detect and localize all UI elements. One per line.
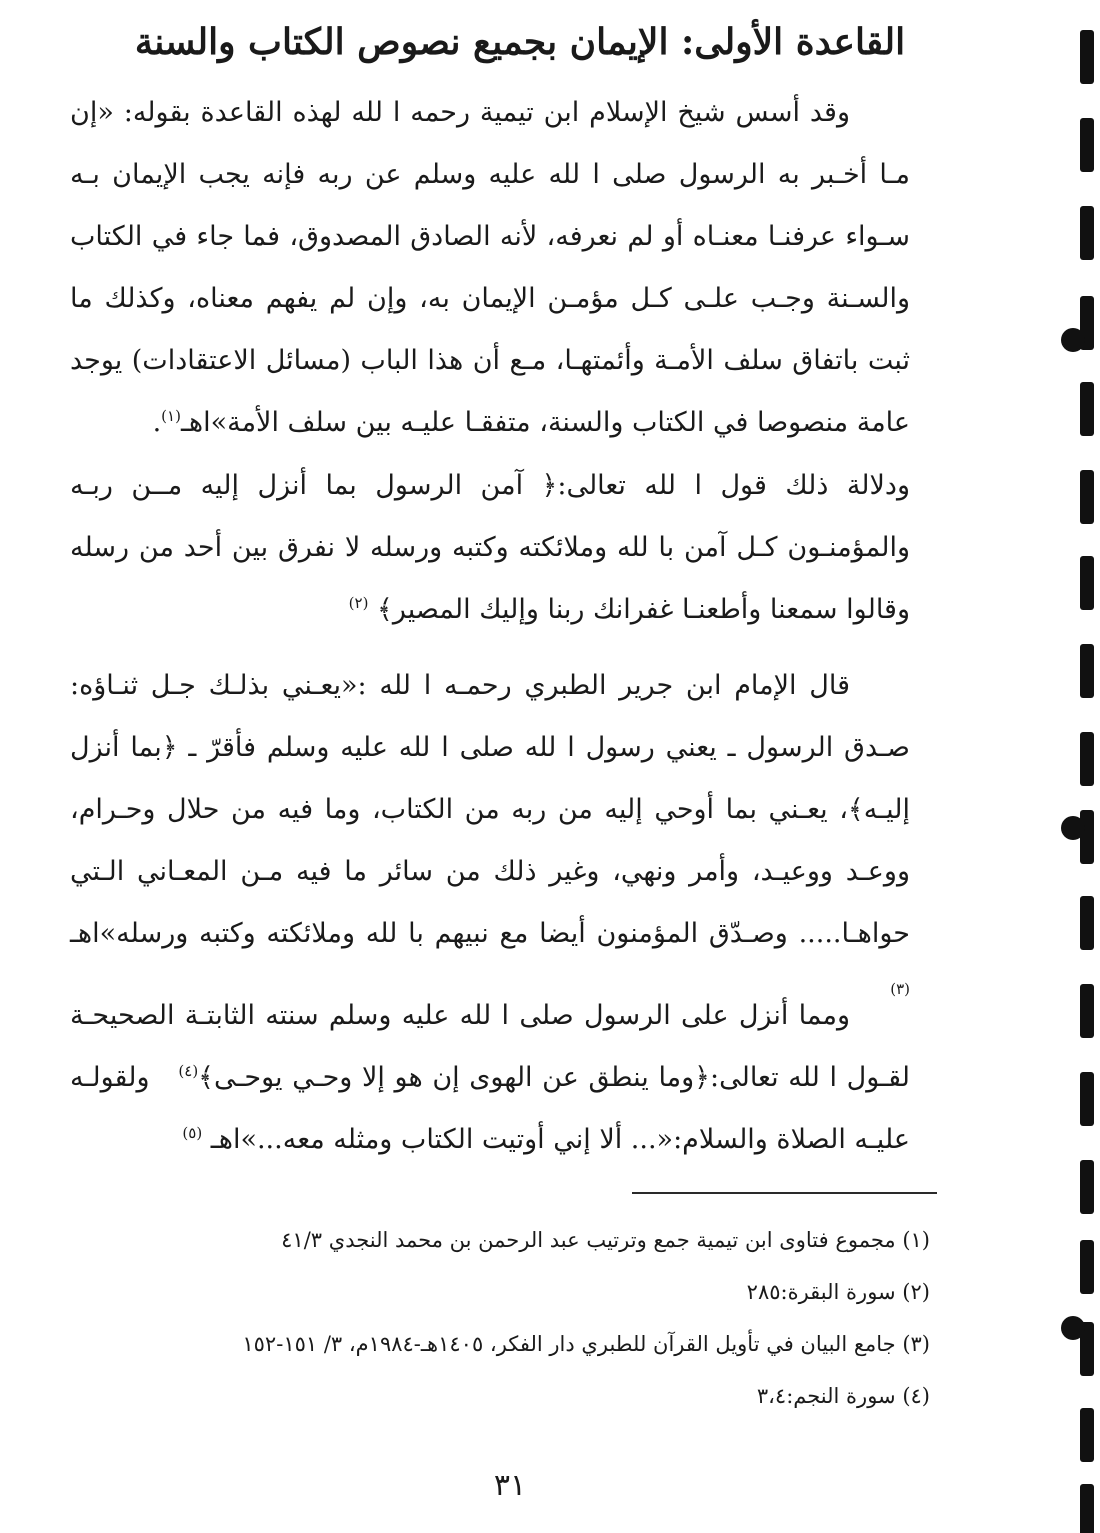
footnote-item: (٤) سورة النجم:٣،٤ xyxy=(756,1384,930,1408)
binding-hole xyxy=(1080,30,1094,84)
footnote-item: (٣) جامع البيان في تأويل القرآن للطبري دار الفكر، ١٤٠٥هـ-١٩٨٤م، ٣/ ١٥١-١٥٢ xyxy=(242,1332,930,1356)
spiral-binding-edge xyxy=(1058,0,1100,1533)
binding-hole xyxy=(1080,1408,1094,1462)
page-number: ٣١ xyxy=(493,1468,527,1503)
paragraph-text: قال الإمام ابن جرير الطبري رحمـه ا لله :«يعـني بذلـك جـل ثنـاؤه: صـدق الرسول ـ يعني رسول ا لله صلى ا لله عليه وسلم فأقرّ ـ ﴿بما أنزل إليـه﴾، يعـني بما أوحي إليه من ربه من الكتاب، وما فيه من حلال وحـرام، ووعـد ووعيـد، وأمر ونهي، وغير ذلك من سائر ما فيه مـن المعـاني الـتي حواهـا..... وصـدّق المؤمنون أيضا مع نبيهم با لله وملائكته وكتبه ورسله»اهـ xyxy=(70,670,910,949)
binding-hole xyxy=(1080,206,1094,260)
binding-hole xyxy=(1080,556,1094,610)
binding-hole xyxy=(1080,1160,1094,1214)
binding-hole xyxy=(1080,382,1094,436)
binding-hole xyxy=(1080,470,1094,524)
binding-hole xyxy=(1080,644,1094,698)
binding-hole xyxy=(1080,810,1094,864)
binding-hole xyxy=(1080,1072,1094,1126)
binding-punch-dot xyxy=(1061,328,1085,352)
binding-hole xyxy=(1080,118,1094,172)
page-title: القاعدة الأولى: الإيمان بجميع نصوص الكتاب والسنة xyxy=(134,21,906,63)
paragraph-sunnah xyxy=(70,985,910,1171)
footnote-ref-3: (٣) xyxy=(890,980,910,998)
binding-hole xyxy=(1080,984,1094,1038)
footnote-ref-4: (٤) xyxy=(178,1062,199,1080)
footnote-ref-1: (١) xyxy=(161,407,181,425)
binding-hole xyxy=(1080,1240,1094,1294)
binding-hole xyxy=(1080,896,1094,950)
footnote-ref-5: (٥) xyxy=(182,1124,203,1142)
paragraph-text: وقد أسس شيخ الإسلام ابن تيمية رحمه ا لله لهذه القاعدة بقوله: «إن مـا أخـبر به الرسول صلى ا لله عليه وسلم عن ربه فإنه يجب الإيمان بـه سـواء عرفنـا معنـاه أو لم نعرفه، لأنه الصادق المصدوق، فما جاء في الكتاب والسـنة وجـب علـى كـل مؤمـن الإيمان به، وإن لم يفهم معناه، وكذلك ما ثبت باتفاق سلف الأمـة وأئمتهـا، مـع أن هذا الباب (مسائل الاعتقادات) يوجد عامة منصوصا في الكتاب والسنة، متفقـا عليـه بين سلف الأمة»اهـ xyxy=(70,97,910,438)
paragraph-tabari-quote xyxy=(70,655,910,1027)
footnote-item: (٢) سورة البقرة:٢٨٥ xyxy=(746,1280,930,1304)
footnote-item: (١) مجموع فتاوى ابن تيمية جمع وترتيب عبد الرحمن بن محمد النجدي ٤١/٣ xyxy=(281,1228,930,1252)
footnotes-list xyxy=(60,1214,930,1422)
paragraph-text: ودلالة ذلك قول ا لله تعالى:﴿ آمن الرسول بما أنزل إليه مــن ربـه والمؤمنـون كـل آمن با لله وملائكته وكتبه ورسله لا نفرق بين أحد من رسله وقالوا سمعنا وأطعنـا غفرانك ربنا وإليك المصير﴾ xyxy=(70,470,910,625)
binding-punch-dot xyxy=(1061,1316,1085,1340)
paragraph-text-part-1: ومما أنزل على الرسول صلى ا لله عليه وسلم سنته الثابتـة الصحيحـة لقـول ا لله تعالى:﴿وما ينطق عن الهوى إن هو إلا وحـي يوحـى﴾ xyxy=(70,1000,910,1093)
binding-hole xyxy=(1080,1484,1094,1533)
binding-hole xyxy=(1080,732,1094,786)
paragraph-text-part-2: ولقولـه عليـه الصلاة والسلام:«... ألا إني أوتيت الكتاب ومثله معه...»اهـ xyxy=(70,1062,910,1155)
paragraph-quran-verse xyxy=(70,455,910,641)
paragraph-ibn-taymiyyah-quote xyxy=(70,82,910,454)
footnote-ref-2: (٢) xyxy=(348,594,369,612)
binding-punch-dot xyxy=(1061,816,1085,840)
paragraph-end: . xyxy=(152,407,162,438)
footnote-separator xyxy=(632,1192,937,1194)
